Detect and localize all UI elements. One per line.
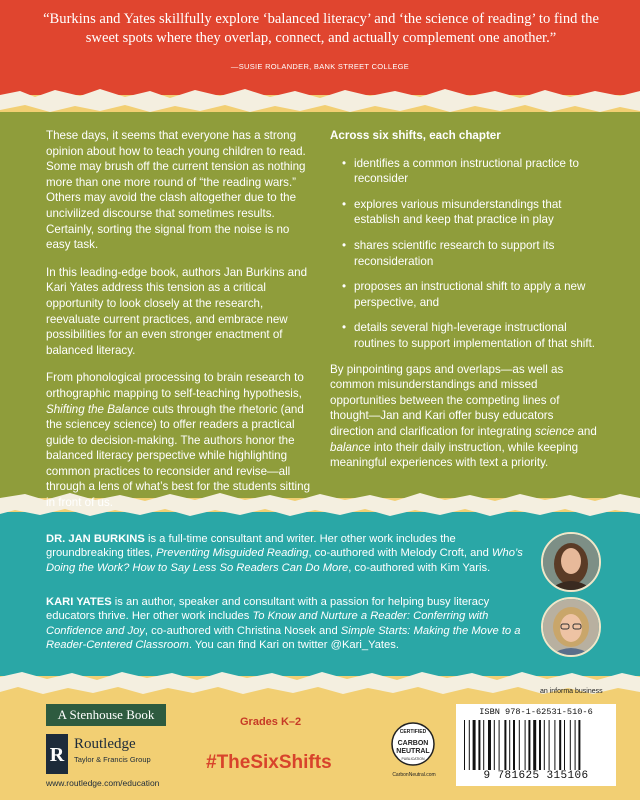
author-bio-burkins — [46, 532, 532, 575]
author-photo-burkins — [541, 532, 601, 592]
emphasis-text: balance — [330, 440, 371, 454]
seal-website: CarbonNeutral.com — [392, 772, 436, 778]
endorsement-quote: “Burkins and Yates skillfully explore ‘balanced literacy’ and ‘the science of reading’ to find the sweet spots where they overlap, connect, and actually complement one another.” — [43, 11, 599, 46]
paragraph-text: From phonological processing to brain research to orthographic mapping to self-teaching hypothesis, — [46, 371, 304, 400]
list-item-text: explores various misunderstandings that establish and keep that practice in play — [354, 197, 562, 227]
svg-text:R: R — [49, 744, 65, 766]
shifts-list — [330, 156, 600, 352]
paragraph: These days, it seems that everyone has a strong opinion about how to teach young children to read. Some may brush off the current tension as nothing more than one more round of “the reading wars.” Others may avoid the clash altogether due to the uncivilized discourse that sometimes results. Certainly, sorting the signal from the noise is no easy task. — [46, 129, 306, 252]
author-name: KARI YATES — [46, 596, 112, 608]
carbon-neutral-seal-icon — [390, 720, 436, 770]
paragraph-text: By pinpointing gaps and overlaps—as well as common misunderstandings and missed opportunities between the competing lines of thought—Jan and Kari offer busy educators direction and clarification for integrating — [330, 362, 564, 438]
bullet-icon: • — [342, 321, 347, 335]
seal-neutral: NEUTRAL — [396, 748, 430, 755]
book-title: Preventing Misguided Reading — [156, 547, 309, 560]
list-item — [330, 197, 600, 228]
list-item — [330, 279, 600, 310]
paragraph-text: cuts through the rhetoric (and the sciencey science) to offer readers a practical guide to decision-making. The authors honor the balanced literacy perspective while highlighting common practices to reconsider and revise—all through a lens of what’s best for the students sitting in front of us. — [46, 402, 311, 510]
book-title: Simple Starts: Making the Move to a Reader-Centered Classroom — [46, 624, 521, 651]
seal-certified: CERTIFIED — [399, 729, 427, 735]
book-title: To Know and Nurture a Reader: Conferring with Confidence and Joy — [46, 610, 489, 637]
bio-text: , co-authored with Melody Croft, and — [308, 547, 492, 560]
grade-level: Grades K–2 — [240, 716, 302, 728]
seal-carbon: CARBON — [397, 740, 429, 747]
torn-edge-top — [0, 85, 640, 117]
bullet-icon: • — [342, 197, 347, 211]
bio-text: , co-authored with Christina Nosek and — [144, 624, 341, 637]
book-title: Who’s Doing the Work? How to Say Less So Readers Can Do More — [46, 547, 523, 574]
bio-text: , co-authored with Kim Yaris. — [348, 561, 491, 574]
bio-text: is an author, speaker and consultant with a passion for helping busy literacy educators thrive. Her other work includes — [46, 596, 490, 623]
paragraph-text: and — [574, 424, 597, 438]
barcode-number: 9 781625 315106 — [483, 770, 589, 782]
list-item-text: details several high-leverage instructional routines to support implementation of that shift. — [354, 321, 596, 350]
barcode — [456, 704, 616, 786]
isbn-text: ISBN 978-1-62531-510-6 — [479, 707, 593, 717]
bio-text: is a full-time consultant and writer. Her other work includes the groundbreaking titles, — [46, 533, 456, 560]
seal-publication: PUBLICATION — [401, 757, 425, 761]
hashtag: #TheSixShifts — [206, 752, 332, 773]
closing-paragraph — [330, 362, 600, 471]
paragraph — [46, 370, 316, 510]
routledge-subtitle: Taylor & Francis Group — [74, 755, 151, 764]
shifts-heading: Across six shifts, each chapter — [330, 129, 501, 142]
paragraph: In this leading-edge book, authors Jan Burkins and Kari Yates address this tension as a critical opportunity to look closely at the research, reevaluate current practices, and embrace new possibilities for an even stronger enactment of balanced literacy. — [46, 265, 308, 357]
list-item — [330, 156, 600, 187]
bio-text: . You can find Kari on twitter @Kari_Yates. — [188, 638, 399, 651]
list-item — [330, 320, 600, 351]
author-photo-yates — [541, 597, 601, 657]
bullet-icon: • — [342, 238, 347, 252]
author-name: DR. JAN BURKINS — [46, 533, 145, 545]
publisher-note: an informa business — [540, 688, 603, 695]
book-title: Shifting the Balance — [46, 402, 150, 416]
description-right-column — [330, 128, 600, 483]
author-bio-yates — [46, 595, 532, 652]
publisher-url: www.routledge.com/education — [46, 778, 160, 788]
endorsement-attribution: —SUSIE ROLANDER, BANK STREET COLLEGE — [230, 62, 410, 71]
bullet-icon: • — [342, 156, 347, 170]
bullet-icon: • — [342, 280, 347, 294]
description-left-column — [46, 128, 316, 523]
list-item-text: shares scientific research to support its reconsideration — [354, 238, 555, 268]
routledge-logo-icon — [46, 734, 68, 774]
emphasis-text: science — [534, 424, 575, 438]
stenhouse-label: A Stenhouse Book — [46, 704, 166, 726]
list-item-text: identifies a common instructional practice to reconsider — [354, 156, 579, 186]
barcode-bars — [464, 720, 608, 770]
routledge-name: Routledge — [74, 736, 136, 752]
list-item — [330, 238, 600, 269]
list-item-text: proposes an instructional shift to apply a new perspective, and — [354, 280, 586, 309]
paragraph-text: into their daily instruction, while keeping meaningful experiences with text a priority. — [330, 440, 579, 470]
